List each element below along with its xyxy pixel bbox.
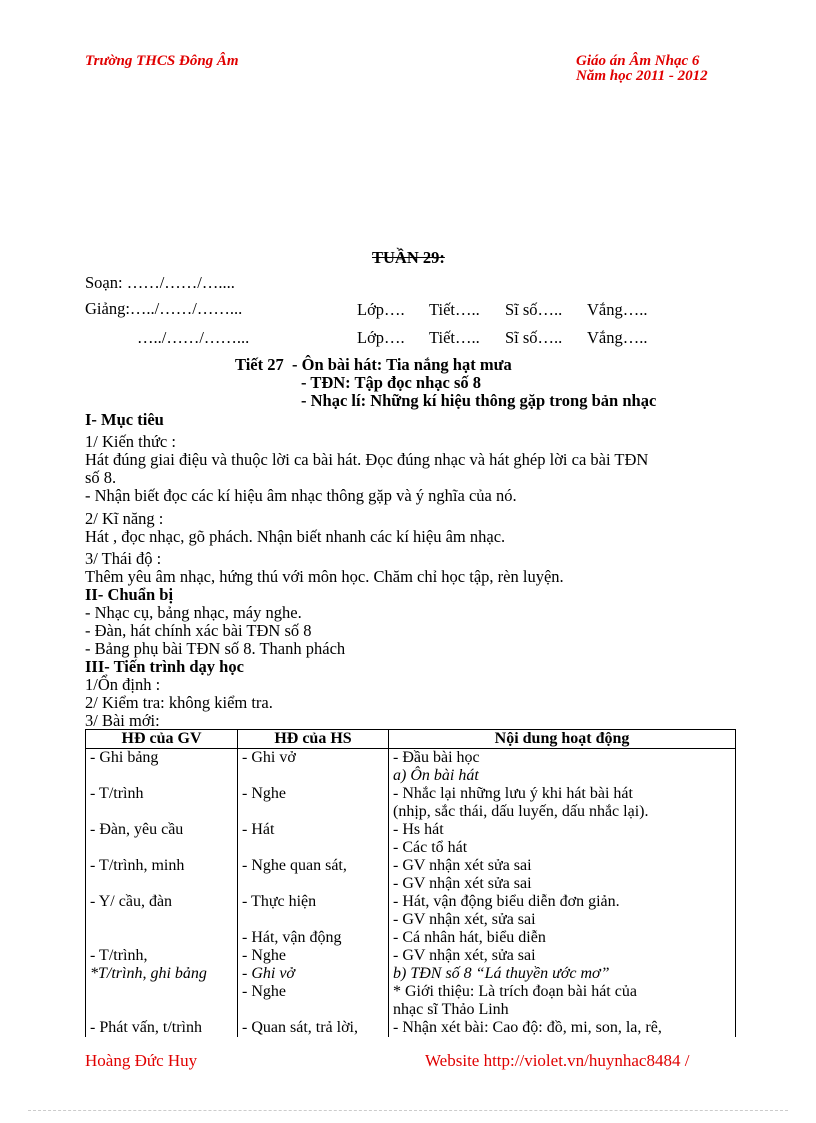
content-line: - GV nhận xét, sửa sai <box>393 947 536 964</box>
lesson-line-3: - Nhạc lí: Những kí hiệu thông gặp trong bản nhạc <box>301 391 657 410</box>
gv-line: - Ghi bảng <box>90 749 159 766</box>
section-objectives: I- Mục tiêu <box>85 410 164 429</box>
footer-website[interactable]: Website http://violet.vn/huynhac8484 / <box>425 1051 690 1070</box>
stabilize: 1/Ổn định : <box>85 675 161 694</box>
heading-attitude: 3/ Thái độ : <box>85 549 162 568</box>
vang-1: Vắng….. <box>587 300 648 319</box>
activity-table <box>85 729 736 1037</box>
siso-2: Sĩ số….. <box>505 328 563 347</box>
hs-line: - Nghe <box>242 947 286 964</box>
table-header-content: Nội dung hoạt động <box>389 730 736 749</box>
prep-2: - Đàn, hát chính xác bài TĐN số 8 <box>85 621 312 640</box>
content-line: - GV nhận xét sửa sai <box>393 875 532 892</box>
hs-line: - Ghi vở <box>242 965 295 982</box>
content-line: - GV nhận xét, sửa sai <box>393 911 536 928</box>
vang-2: Vắng….. <box>587 328 648 347</box>
siso-1: Sĩ số….. <box>505 300 563 319</box>
soan-date: Soạn: ……/……/….... <box>85 273 235 292</box>
prep-3: - Bảng phụ bài TĐN số 8. Thanh phách <box>85 639 346 658</box>
knowledge-1: Hát đúng giai điệu và thuộc lời ca bài hát. Đọc đúng nhạc và hát ghép lời ca bài TĐN <box>85 450 649 469</box>
content-column <box>389 749 736 1038</box>
hs-line: - Hát <box>242 821 275 838</box>
skills-1: Hát , đọc nhạc, gõ phách. Nhận biết nhanh các kí hiệu âm nhạc. <box>85 527 506 546</box>
lesson-line-1: - Ôn bài hát: Tia nắng hạt mưa <box>292 355 512 374</box>
hs-line: - Ghi vở <box>242 749 296 766</box>
school-year: Năm học 2011 - 2012 <box>576 68 708 84</box>
gv-line: - Y/ cầu, đàn <box>90 893 173 910</box>
hs-line: - Nghe quan sát, <box>242 857 347 874</box>
section-procedure: III- Tiến trình dạy học <box>85 657 244 676</box>
hs-line: - Hát, vận động <box>242 929 342 946</box>
content-line: * Giới thiệu: Là trích đoạn bài hát của <box>393 983 637 1000</box>
page-bottom-divider <box>28 1110 788 1111</box>
giang-date-2: …../……/……... <box>137 328 250 347</box>
content-line: - Nhắc lại những lưu ý khi hát bài hát <box>393 785 633 802</box>
content-line: - Đầu bài học <box>393 749 480 766</box>
gv-line: *T/trình, ghi bảng <box>90 965 207 982</box>
hs-line: - Thực hiện <box>242 893 317 910</box>
lesson-label: Tiết 27 <box>235 355 284 374</box>
hs-line: - Nghe <box>242 785 286 802</box>
lesson-title <box>235 356 656 410</box>
tiet-2: Tiết….. <box>429 328 480 347</box>
knowledge-1b: số 8. <box>85 468 117 487</box>
content-line: - Hát, vận động biểu diễn đơn giản. <box>393 893 620 910</box>
content-line: - Cá nhân hát, biểu diễn <box>393 929 546 946</box>
week-title: TUẦN 29: <box>372 248 445 267</box>
heading-skills: 2/ Kĩ năng : <box>85 509 164 528</box>
gv-line: - T/trình <box>90 785 144 802</box>
prep-1: - Nhạc cụ, bảng nhạc, máy nghe. <box>85 603 302 622</box>
content-line: a) Ôn bài hát <box>393 767 479 784</box>
knowledge-2: - Nhận biết đọc các kí hiệu âm nhạc thông gặp và ý nghĩa của nó. <box>85 486 517 505</box>
section-preparation: II- Chuẩn bị <box>85 585 174 604</box>
gv-column <box>86 749 238 1038</box>
hs-column <box>238 749 389 1038</box>
content-line: - Hs hát <box>393 821 444 838</box>
lop-1: Lớp…. <box>357 300 405 319</box>
table-header-gv: HĐ của GV <box>86 730 238 749</box>
giang-date-1: Giảng:…../……/……... <box>85 299 243 318</box>
document-title: Giáo án Âm Nhạc 6 <box>576 53 700 69</box>
content-line: nhạc sĩ Thảo Linh <box>393 1001 509 1018</box>
new-lesson: 3/ Bài mới: <box>85 711 160 730</box>
school-name: Trường THCS Đông Âm <box>85 53 239 69</box>
hs-line: - Nghe <box>242 983 286 1000</box>
tiet-1: Tiết….. <box>429 300 480 319</box>
gv-line: - Đàn, yêu cầu <box>90 821 184 838</box>
footer-author: Hoàng Đức Huy <box>85 1051 198 1070</box>
heading-knowledge: 1/ Kiến thức : <box>85 432 176 451</box>
content-line: b) TĐN số 8 “Lá thuyền ước mơ” <box>393 965 610 982</box>
attitude-1: Thêm yêu âm nhạc, hứng thú với môn học. Chăm chỉ học tập, rèn luyện. <box>85 567 564 586</box>
hs-line: - Quan sát, trả lời, <box>242 1019 358 1036</box>
lesson-line-2: - TĐN: Tập đọc nhạc số 8 <box>301 373 482 392</box>
gv-line: - T/trình, <box>90 947 148 964</box>
gv-line: - T/trình, minh <box>90 857 185 874</box>
table-header-hs: HĐ của HS <box>238 730 389 749</box>
lop-2: Lớp…. <box>357 328 405 347</box>
gv-line: - Phát vấn, t/trình <box>90 1019 202 1036</box>
content-line: - Các tổ hát <box>393 839 468 856</box>
content-line: - GV nhận xét sửa sai <box>393 857 532 874</box>
content-line: - Nhận xét bài: Cao độ: đồ, mi, son, la, rê, <box>393 1019 662 1036</box>
content-line: (nhịp, sắc thái, dấu luyến, dấu nhắc lại). <box>393 803 649 820</box>
check: 2/ Kiểm tra: không kiểm tra. <box>85 693 273 712</box>
